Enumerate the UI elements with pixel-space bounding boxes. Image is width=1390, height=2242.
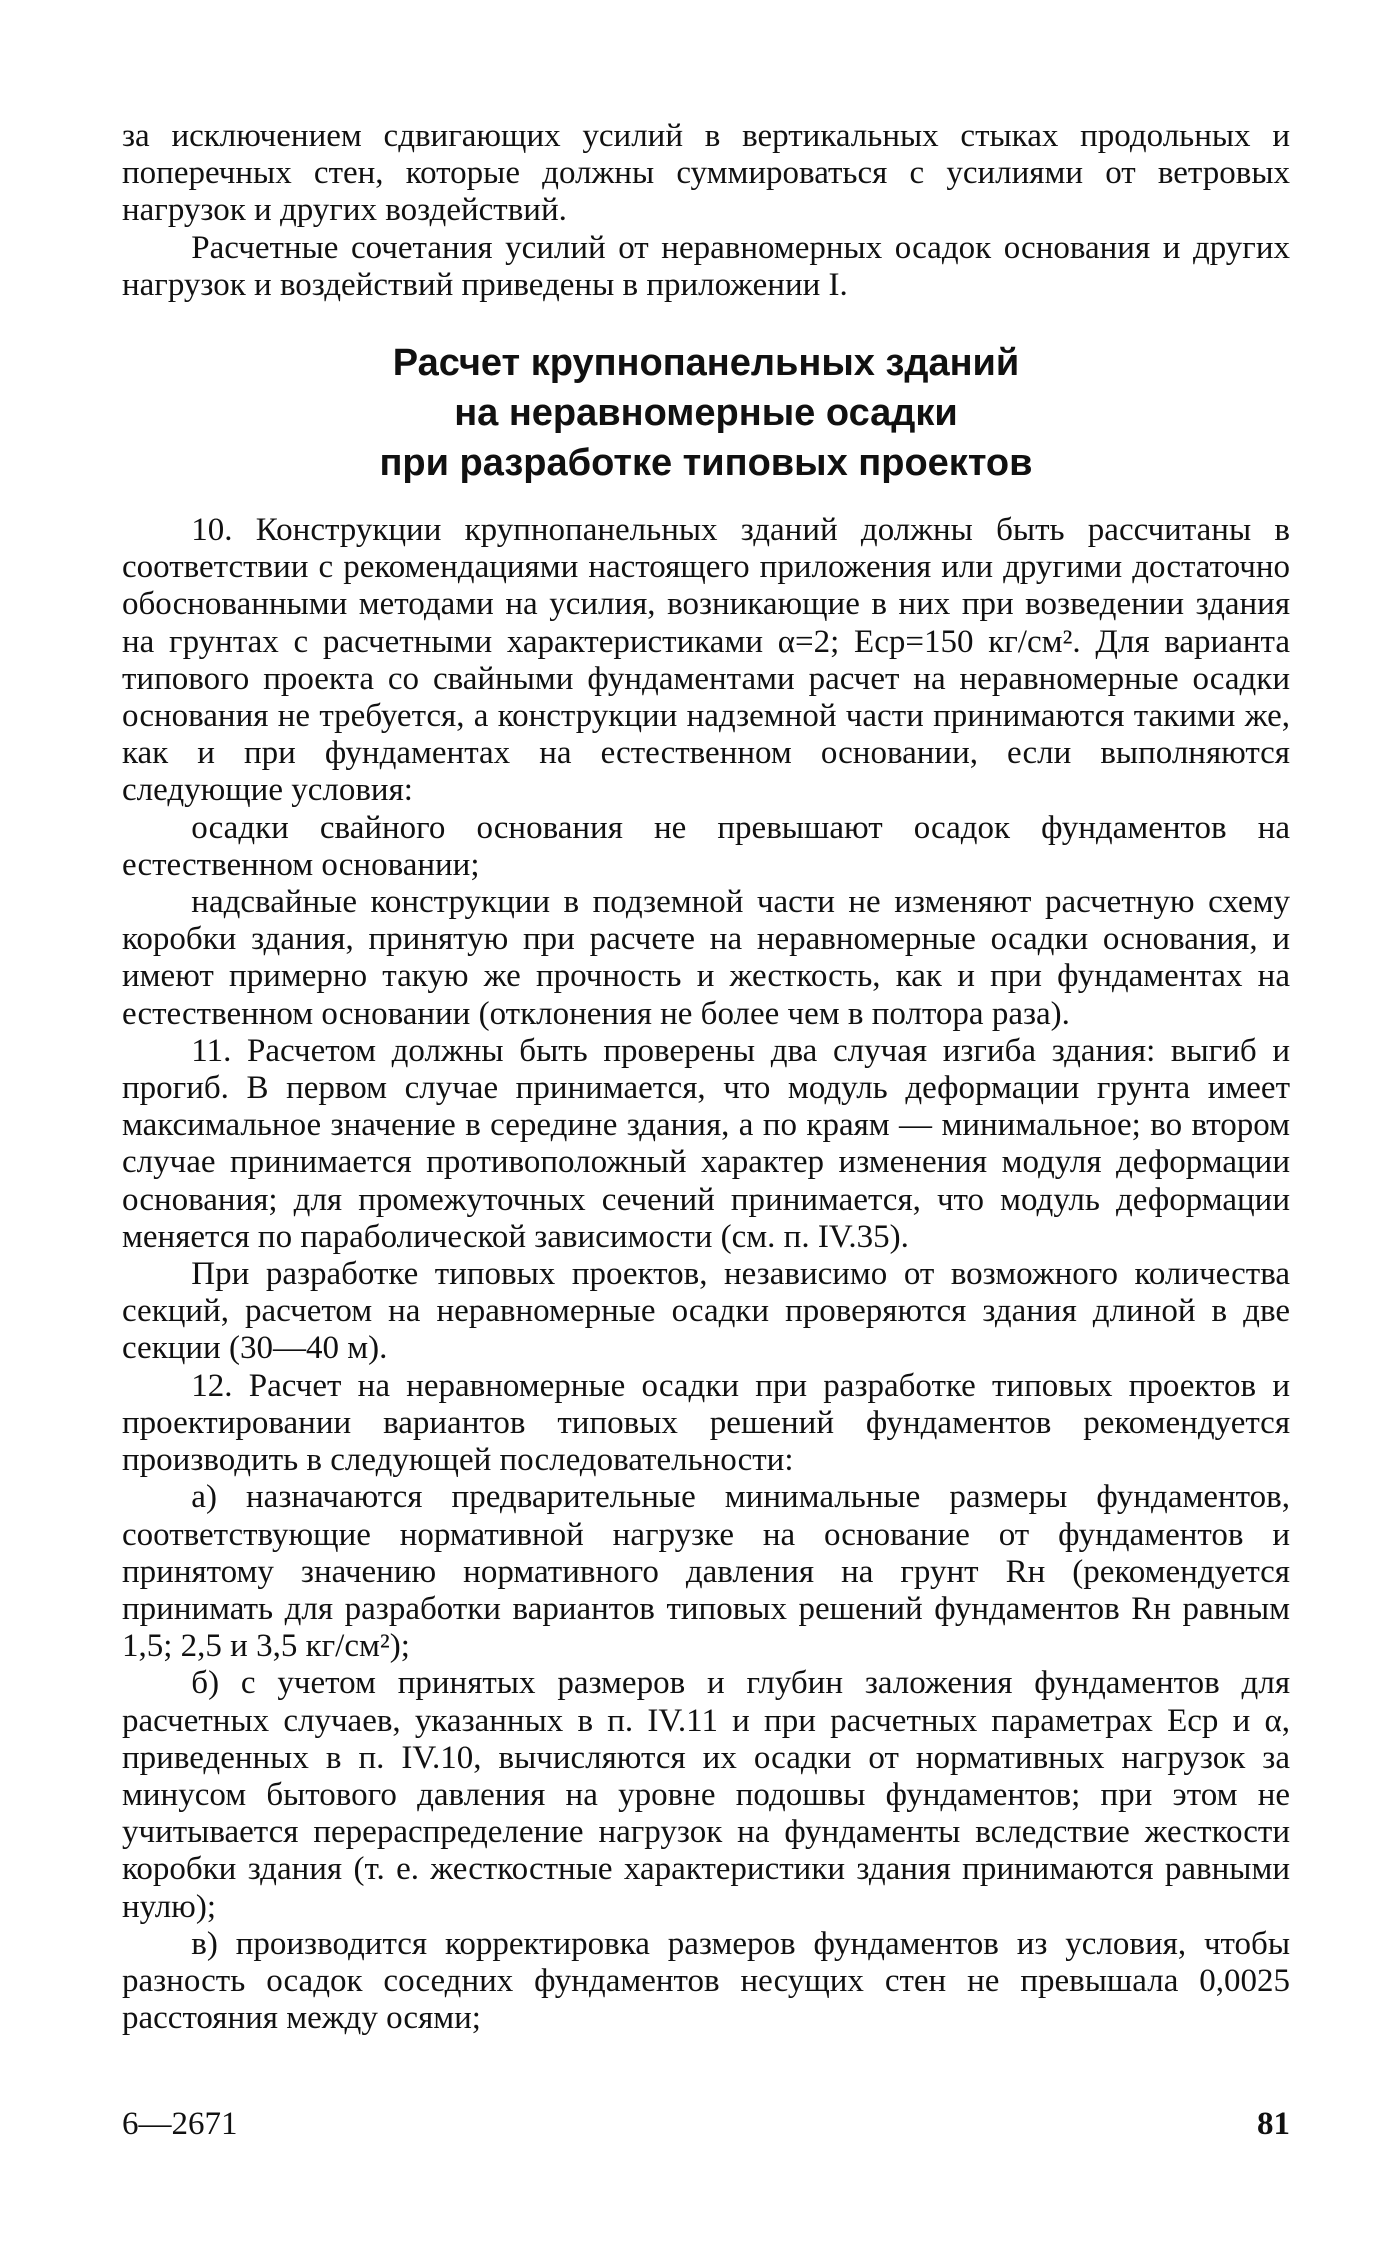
- paragraph-11: 11. Расчетом должны быть проверены два случая изгиба здания: выгиб и прогиб. В первом случае принимается, что модуль деформации грунта имеет максимальное значение в середине здания, а по краям — минимальное; во втором случае принимается противоположный характер изменения модуля деформации основания; для промежуточных сечений принимается, что модуль деформации меняется по параболической зависимости (см. п. IV.35).: [122, 1032, 1290, 1255]
- page-body: [122, 118, 1290, 2037]
- step-c: в) производится корректировка размеров фундаментов из условия, чтобы разность осадок соседних фундаментов несущих стен не превышала 0,0025 расстояния между осями;: [122, 1925, 1290, 2037]
- section-heading: [122, 338, 1290, 488]
- printer-signature: 6—2671: [122, 2106, 238, 2142]
- intro-paragraph-2: Расчетные сочетания усилий от неравномерных осадок основания и других нагрузок и воздействий приведены в приложении I.: [122, 229, 1290, 303]
- heading-line-2: на неравномерные осадки: [454, 392, 958, 435]
- condition-1: осадки свайного основания не превышают осадок фундаментов на естественном основании;: [122, 809, 1290, 883]
- heading-line-3: при разработке типовых проектов: [379, 442, 1033, 485]
- heading-line-1: Расчет крупнопанельных зданий: [392, 342, 1020, 385]
- paragraph-10: 10. Конструкции крупнопанельных зданий должны быть рассчитаны в соответствии с рекомендациями настоящего приложения или другими достаточно обоснованными методами на усилия, возникающие в них при возведении здания на грунтах с расчетными характеристиками α=2; Eср=150 кг/см². Для варианта типового проекта со свайными фундаментами расчет на неравномерные осадки основания не требуется, а конструкции надземной части принимаются такими же, как и при фундаментах на естественном основании, если выполняются следующие условия:: [122, 512, 1290, 809]
- step-b: б) с учетом принятых размеров и глубин заложения фундаментов для расчетных случаев, указанных в п. IV.11 и при расчетных параметрах Eср и α, приведенных в п. IV.10, вычисляются их осадки от нормативных нагрузок за минусом бытового давления на уровне подошвы фундаментов; при этом не учитывается перераспределение нагрузок на фундаменты вследствие жесткости коробки здания (т. е. жесткостные характеристики здания принимаются равными нулю);: [122, 1665, 1290, 1925]
- step-a: а) назначаются предварительные минимальные размеры фундаментов, соответствующие нормативной нагрузке на основание от фундаментов и принятому значению нормативного давления на грунт Rн (рекомендуется принимать для разработки вариантов типовых решений фундаментов Rн равным 1,5; 2,5 и 3,5 кг/см²);: [122, 1479, 1290, 1665]
- page-number: 81: [1257, 2106, 1290, 2142]
- paragraph-12: 12. Расчет на неравномерные осадки при разработке типовых проектов и проектировании вариантов типовых решений фундаментов рекомендуется производить в следующей последовательности:: [122, 1367, 1290, 1479]
- condition-2: надсвайные конструкции в подземной части не изменяют расчетную схему коробки здания, принятую при расчете на неравномерные осадки основания, и имеют примерно такую же прочность и жесткость, как и при фундаментах на естественном основании (отклонения не более чем в полтора раза).: [122, 884, 1290, 1032]
- intro-paragraph-1: за исключением сдвигающих усилий в вертикальных стыках продольных и поперечных стен, которые должны суммироваться с усилиями от ветровых нагрузок и других воздействий.: [122, 118, 1290, 229]
- paragraph-11-note: При разработке типовых проектов, независимо от возможного количества секций, расчетом на неравномерные осадки проверяются здания длиной в две секции (30—40 м).: [122, 1256, 1290, 1367]
